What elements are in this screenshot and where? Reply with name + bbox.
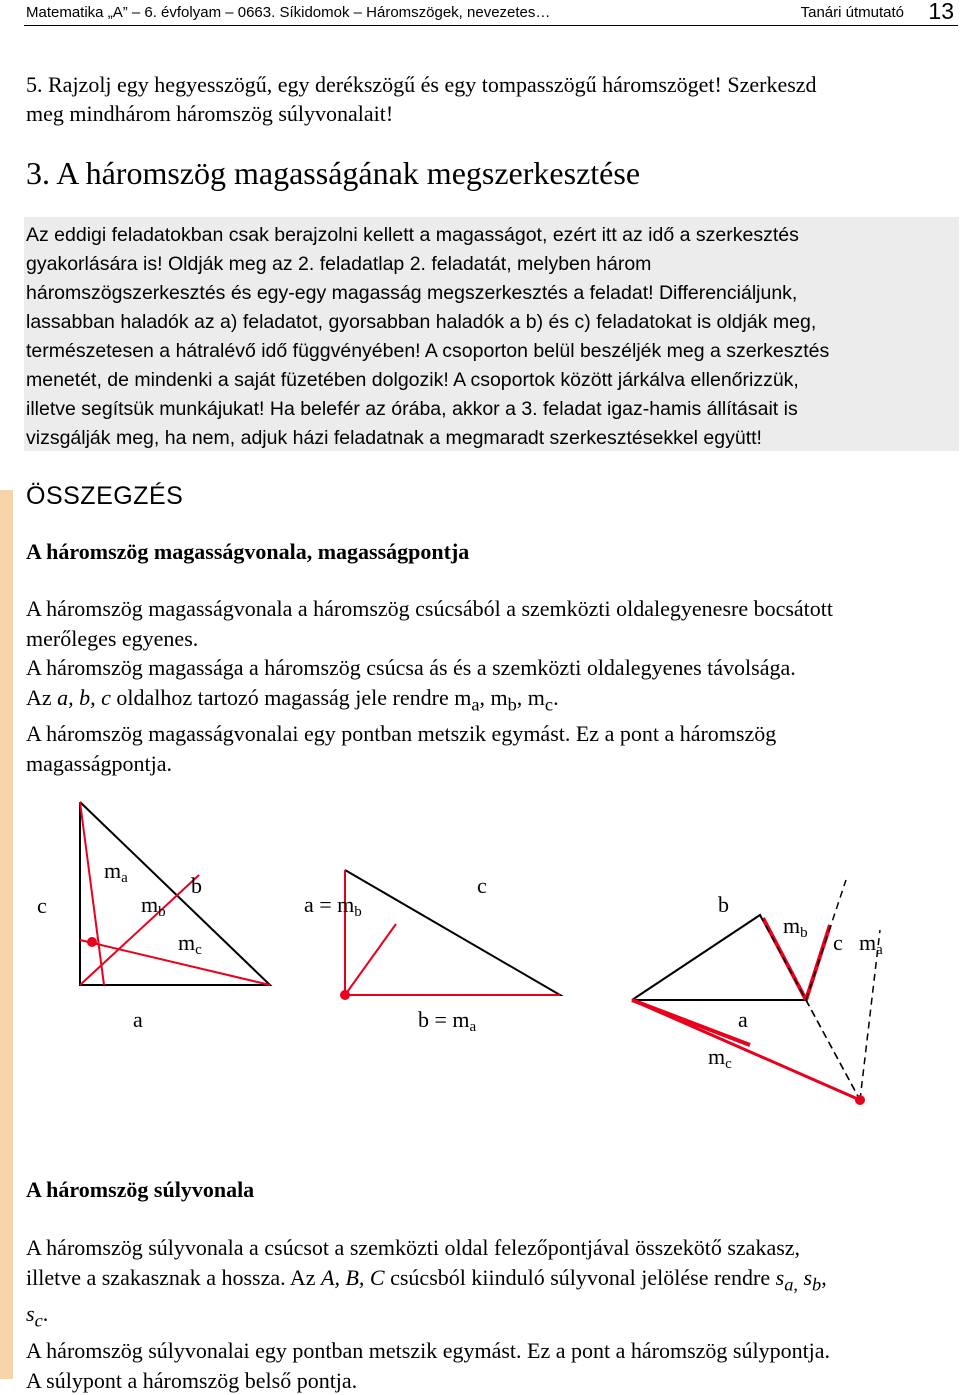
altitude-line-mc [345,924,396,995]
task-5-line: 5. Rajzolj egy hegyesszögű, egy derékszögű és egy tompasszögű háromszöget! Szerkeszd [26,72,817,97]
note-line: illetve segítsük munkájukat! Ha belefér az órába, akkor a 3. feladat igaz-hamis állításait is [26,398,798,420]
right-triangle [345,870,560,995]
altitude-line-mc [80,940,270,985]
label-c: c [477,873,487,898]
altitude-line: A háromszög magassága a háromszög csúcsa ás és a szemközti oldalegyenes távolsága. [26,655,796,680]
summary-title: ÖSSZEGZÉS [26,482,184,510]
label-a-eq-mb: a = mb [304,892,362,920]
median-line: A háromszög súlyvonalai egy pontban metszik egymást. Ez a pont a háromszög súlypontja. [26,1338,831,1364]
median-line: A háromszög súlyvonala a csúcsot a szemközti oldal felezőpontjával összekötő szakasz, [26,1235,801,1260]
altitude-line: A háromszög magasságvonalai egy pontban metszik egymást. Ez a pont a háromszög [26,721,777,747]
label-a: a [133,1007,143,1032]
median-line: A súlypont a háromszög belső pontja. [26,1367,358,1393]
label-b: b [718,892,729,917]
altitude-line: magasságpontja. [26,750,173,776]
label-mb: mb [783,913,808,941]
notation-sa: $s_{a,}$ $s_b$, [775,1264,827,1294]
altitude-notation-line: Az a, b, c oldalhoz tartozó magasság jele rendre $m_a$, $m_b$, $m_c$. [26,684,559,714]
obtuse-extensions [760,880,880,1100]
label-ma: ma [104,858,128,886]
orthocenter-dot [855,1095,865,1105]
median-notation-line: illetve a szakasznak a hossza. Az A, B, C csúcsból kiinduló súlyvonal jelölése rendre $s_{a,}$ $s_b$, [26,1264,827,1294]
note-line: menetét, de mindenki a saját füzetében dolgozik! A csoportok között járkálva ellenőrizzük, [26,369,799,391]
label-a: a [738,1007,748,1032]
altitude-line: A háromszög magasságvonala a háromszög csúcsából a szemközti oldalegyenesre bocsátott [26,596,834,621]
label-b-eq-ma: b = ma [418,1007,477,1035]
label-mc: mc [178,930,202,958]
triangle-side [632,915,806,1000]
notation-ma: $m_a$, $m_b$, $m_c$. [454,684,559,714]
obtuse-triangle [632,915,806,1000]
note-line: Az eddigi feladatokban csak berajzolni kellett a magasságot, ezért itt az idő a szerkesztés [26,224,799,246]
page-number: 13 [928,0,954,24]
median-definition [26,1233,956,1395]
note-line: háromszögszerkesztés és egy-egy magasság megszerkesztés a feladat! Differenciáljunk, [26,282,798,304]
note-line: vizsgálják meg, ha nem, adjuk házi feladatnak a megmaradt szerkesztésekkel együtt! [26,427,762,449]
altitude-heading: A háromszög magasságvonala, magasságpontja [26,539,470,564]
header-guide-label: Tanári útmutató [800,4,904,21]
note-line: lassabban haladók az a) feladatot, gyorsabban haladók a b) és c) feladatokat is oldják meg, [26,311,817,333]
task-5-line: meg mindhárom háromszög súlyvonalait! [26,101,394,126]
label-ma: ma [859,930,883,958]
notation-sc: $s_c$. [26,1301,49,1331]
label-b: b [191,873,202,898]
orthocenter-dot [340,990,350,1000]
label-c: c [833,930,843,955]
note-line: gyakorlására is! Oldják meg az 2. feladatlap 2. feladatát, melyben három [26,253,652,275]
header-title: Matematika „A” – 6. évfolyam – 0663. Síkidomok – Háromszögek, nevezetes… [26,4,551,21]
label-mc: mc [708,1044,732,1072]
median-heading: A háromszög súlyvonala [26,1177,255,1202]
note-line: természetesen a hátralévő idő függvényében! A csoporton belül beszéljék meg a szerkesztés [26,340,830,362]
orthocenter-dot [87,937,97,947]
label-c: c [37,893,47,918]
altitude-line: merőleges egyenes. [26,625,199,651]
section-heading: 3. A háromszög magasságának megszerkesztése [26,155,641,191]
label-mb: mb [141,892,166,920]
altitude-line-ma [80,802,104,985]
triangle-side [345,870,560,995]
